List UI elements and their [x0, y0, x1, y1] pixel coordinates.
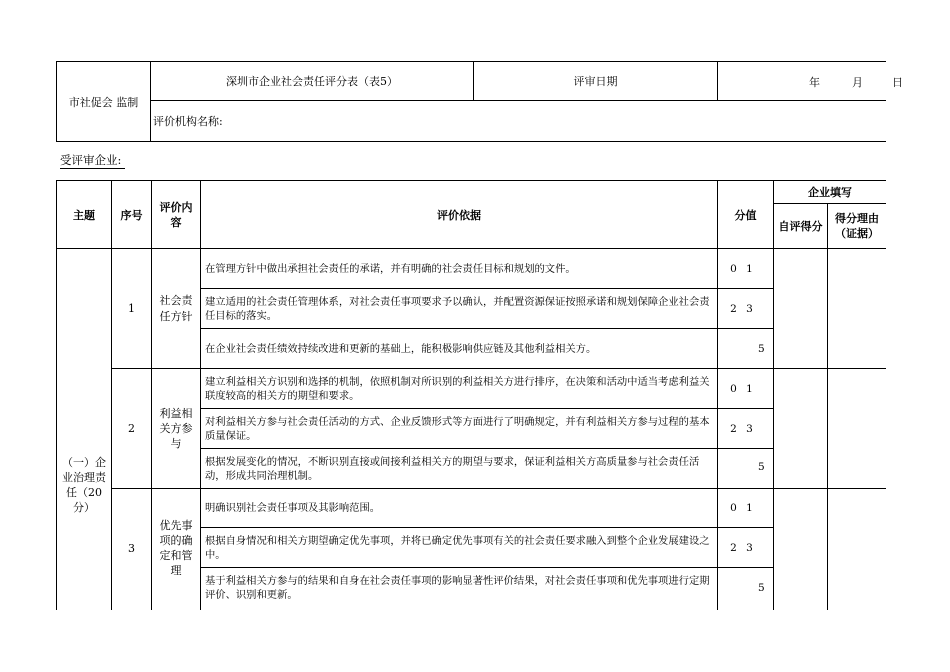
criteria-text: 在管理方针中做出承担社会责任的承诺，并有明确的社会责任目标和规划的文件。 [205, 262, 576, 275]
group-seq: 2 [128, 422, 135, 435]
header-seq: 序号 [120, 208, 143, 222]
score-options: 2 3 [730, 541, 753, 554]
criteria-text: 建立利益相关方识别和选择的机制，依照机制对所识别的利益相关方进行排序，在决策和活动中适当考虑利益关联度较高的相关方的期望和要求。 [205, 375, 710, 402]
date-year: 年 [809, 76, 820, 89]
header-content: 评价内容 [159, 200, 193, 229]
group-content: 利益相关方参与 [159, 407, 193, 450]
header-company-fill: 企业填写 [808, 186, 852, 199]
group-seq: 1 [128, 302, 135, 315]
criteria-text: 明确识别社会责任事项及其影响范围。 [205, 502, 381, 514]
review-date-label: 评审日期 [573, 75, 618, 88]
score-options: 2 3 [730, 302, 753, 315]
date-day: 日 [892, 76, 903, 89]
header-basis: 评价依据 [437, 208, 481, 222]
criteria-text: 对利益相关方参与社会责任活动的方式、企业反馈形式等方面进行了明确规定，并有利益相关方参与过程的基本质量保证。 [205, 415, 710, 442]
score-options: 0 1 [730, 502, 753, 514]
criteria-text: 根据发展变化的情况，不断识别直接或间接利益相关方的期望与要求，保证利益相关方高质量参与社会责任活动，形成共同治理机制。 [205, 455, 700, 482]
group-content: 优先事项的确定和管理 [159, 519, 193, 577]
header-theme: 主题 [73, 208, 95, 222]
score-options: 0 1 [730, 382, 753, 395]
score-options: 2 3 [730, 422, 753, 435]
score-options: 5 [758, 343, 765, 355]
org-name-label: 评价机构名称: [153, 115, 223, 128]
criteria-text: 基于利益相关方参与的结果和自身在社会责任事项的影响显著性评价结果，对社会责任事项和优先事项进行定期评价、识别和更新。 [205, 575, 710, 601]
reviewed-company-label: 受评审企业: [60, 152, 125, 169]
group-content: 社会责任方针 [159, 293, 193, 323]
form-title: 深圳市企业社会责任评分表（表5） [226, 75, 398, 88]
header-score: 分值 [734, 208, 757, 222]
header-self-score: 自评得分 [778, 220, 823, 233]
date-month: 月 [852, 76, 863, 89]
criteria-text: 建立适用的社会责任管理体系，对社会责任事项要求予以确认，并配置资源保证按照承诺和规划保障企业社会责任目标的落实。 [205, 295, 710, 322]
group-seq: 3 [128, 541, 135, 555]
score-options: 0 1 [730, 262, 753, 275]
theme-cell: （一）企业治理责任（20分） [62, 456, 106, 514]
criteria-text: 根据自身情况和相关方期望确定优先事项，并将已确定优先事项有关的社会责任要求融入到整个企业发展建设之中。 [205, 534, 710, 561]
score-options: 5 [758, 582, 765, 594]
header-reason: 得分理由（证据） [835, 212, 879, 240]
criteria-text: 在企业社会责任绩效持续改进和更新的基础上，能积极影响供应链及其他利益相关方。 [205, 342, 597, 355]
score-options: 5 [758, 461, 765, 473]
supervisor-label: 市社促会 监制 [68, 95, 139, 109]
